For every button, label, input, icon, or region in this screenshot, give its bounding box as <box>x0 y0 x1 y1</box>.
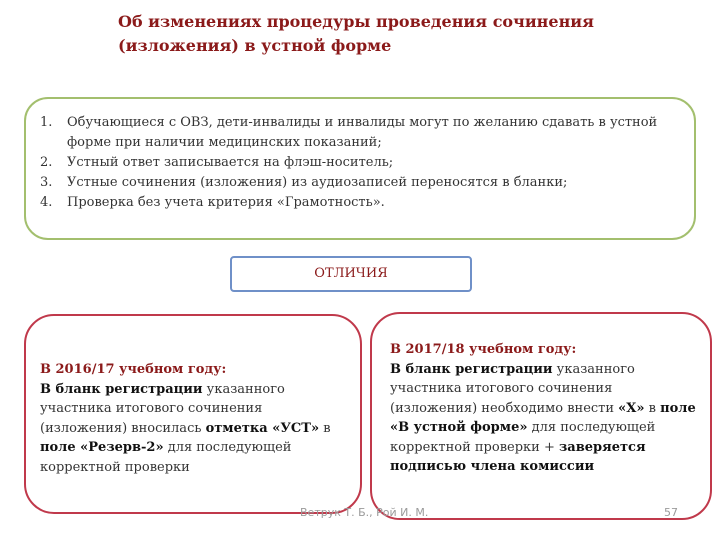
emphasis: заверяется подписью члена комиссии <box>390 439 646 474</box>
card-2016-17-heading: В 2016/17 учебном году: <box>40 362 227 377</box>
card-2017-18-body <box>390 360 702 477</box>
list-item <box>40 153 684 173</box>
card-2017-18-text <box>390 340 702 477</box>
title-line-1: Об изменениях процедуры проведения сочинения <box>118 12 594 31</box>
list-text: Проверка без учета критерия «Грамотность». <box>67 195 385 210</box>
list-number: 4. <box>40 195 53 210</box>
list-item <box>40 173 684 193</box>
body-text: в <box>644 400 661 416</box>
list-item <box>40 193 684 213</box>
footer-author: Ветрук Т. Б., Рой И. М. <box>300 506 429 519</box>
card-2016-17 <box>24 314 362 514</box>
body-text: для последующей корректной проверки + <box>390 420 656 455</box>
card-2016-17-text <box>40 360 352 477</box>
list-item <box>40 113 684 153</box>
page-title <box>118 10 638 58</box>
emphasis: поле «В устной форме» <box>390 400 696 435</box>
changes-list-box <box>24 97 696 240</box>
list-text: Обучающиеся с ОВЗ, дети-инвалиды и инвалиды могут по желанию сдавать в устной форме при наличии медицинских показаний; <box>67 115 658 150</box>
emphasis: отметка «УСТ» <box>205 420 320 436</box>
list-number: 2. <box>40 155 53 170</box>
emphasis: В бланк регистрации <box>390 361 553 377</box>
body-text: для последующей корректной проверки <box>40 440 292 475</box>
list-text: Устный ответ записывается на флэш-носитель; <box>67 155 394 170</box>
title-line-2: (изложения) в устной форме <box>118 36 392 55</box>
card-2017-18 <box>370 312 712 520</box>
emphasis: «Х» <box>618 400 645 416</box>
list-text: Устные сочинения (изложения) из аудиозаписей переносятся в бланки; <box>67 175 568 190</box>
body-text: указанного участника итогового сочинения (изложения) необходимо внести <box>390 361 635 416</box>
differences-label: ОТЛИЧИЯ <box>314 266 388 281</box>
body-text: указанного участника итогового сочинения (изложения) вносилась <box>40 381 285 436</box>
page-number: 57 <box>664 506 678 519</box>
list-number: 3. <box>40 175 53 190</box>
changes-list <box>40 113 684 213</box>
body-text: в <box>319 420 331 436</box>
emphasis: В бланк регистрации <box>40 381 203 397</box>
card-2016-17-body <box>40 380 352 478</box>
differences-label-box <box>230 256 472 292</box>
list-number: 1. <box>40 115 53 130</box>
emphasis: поле «Резерв-2» <box>40 440 164 455</box>
card-2017-18-heading: В 2017/18 учебном году: <box>390 342 577 357</box>
